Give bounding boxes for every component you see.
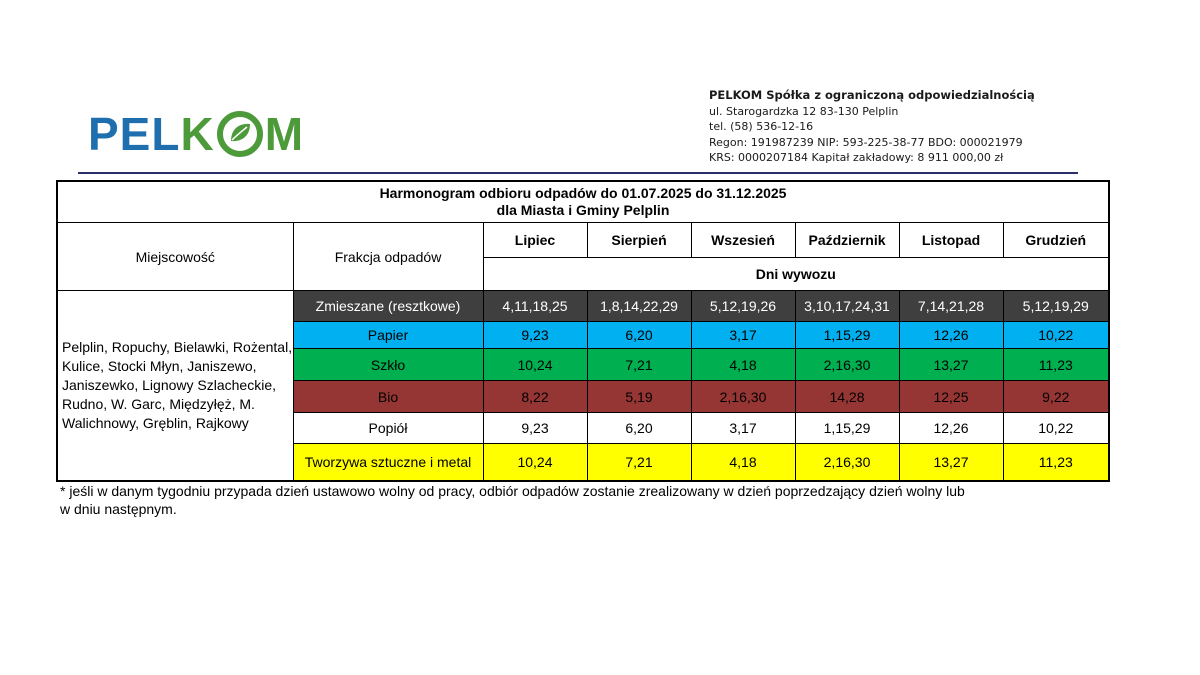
day-cell: 3,17	[691, 322, 795, 349]
fraction-label: Popiół	[293, 413, 483, 444]
day-cell: 7,21	[587, 349, 691, 381]
company-krs: KRS: 0000207184 Kapitał zakładowy: 8 911 000,00 zł	[709, 151, 1004, 164]
header-month: Lipiec	[483, 223, 587, 258]
day-cell: 13,27	[899, 444, 1003, 482]
locations-list: Pelplin, Ropuchy, Bielawki, Rożental, Kulice, Stocki Młyn, Janiszewo, Janiszewko, Lignowy Szlacheckie, Rudno, W. Garc, Międzyłęż, M. Walichnowy, Gręblin, Rajkowy	[57, 291, 293, 482]
day-cell: 2,16,30	[795, 444, 899, 482]
header-month: Grudzień	[1003, 223, 1109, 258]
day-cell: 1,15,29	[795, 413, 899, 444]
leaf-globe-icon	[217, 111, 263, 157]
day-cell: 3,17	[691, 413, 795, 444]
day-cell: 7,21	[587, 444, 691, 482]
table-title-line2: dla Miasta i Gminy Pelplin	[496, 202, 670, 218]
day-cell: 6,20	[587, 413, 691, 444]
day-cell: 12,26	[899, 322, 1003, 349]
header-days: Dni wywozu	[483, 258, 1109, 291]
header-divider	[78, 172, 1078, 174]
footnote	[60, 482, 1040, 518]
header-month: Sierpień	[587, 223, 691, 258]
day-cell: 11,23	[1003, 444, 1109, 482]
fraction-label: Zmieszane (resztkowe)	[293, 291, 483, 322]
logo-text-pel: PEL	[88, 108, 181, 160]
footnote-line1: * jeśli w danym tygodniu przypada dzień ustawowo wolny od pracy, odbiór odpadów zostanie zrealizowany w dzień poprzedzający dzień wolny lub	[60, 483, 965, 499]
day-cell: 1,15,29	[795, 322, 899, 349]
day-cell: 8,22	[483, 381, 587, 413]
fraction-label: Papier	[293, 322, 483, 349]
header-month: Wszesień	[691, 223, 795, 258]
day-cell: 10,24	[483, 444, 587, 482]
day-cell: 13,27	[899, 349, 1003, 381]
day-cell: 10,22	[1003, 413, 1109, 444]
header-month: Listopad	[899, 223, 1003, 258]
day-cell: 14,28	[795, 381, 899, 413]
header-location: Miejscowość	[57, 223, 293, 291]
day-cell: 9,22	[1003, 381, 1109, 413]
day-cell: 2,16,30	[691, 381, 795, 413]
logo-text-k: K	[180, 108, 215, 160]
day-cell: 6,20	[587, 322, 691, 349]
table-title	[57, 181, 1109, 223]
footnote-line2: w dniu następnym.	[60, 501, 177, 517]
fraction-label: Tworzywa sztuczne i metal	[293, 444, 483, 482]
company-logo	[88, 106, 304, 162]
collection-schedule-table	[56, 180, 1110, 482]
day-cell: 10,22	[1003, 322, 1109, 349]
day-cell: 4,11,18,25	[483, 291, 587, 322]
table-row	[57, 291, 1109, 322]
day-cell: 4,18	[691, 349, 795, 381]
company-phone: tel. (58) 536-12-16	[709, 120, 814, 133]
day-cell: 12,26	[899, 413, 1003, 444]
day-cell: 7,14,21,28	[899, 291, 1003, 322]
day-cell: 3,10,17,24,31	[795, 291, 899, 322]
day-cell: 5,19	[587, 381, 691, 413]
fraction-label: Bio	[293, 381, 483, 413]
day-cell: 10,24	[483, 349, 587, 381]
header-fraction: Frakcja odpadów	[293, 223, 483, 291]
company-info	[709, 88, 1035, 166]
header-month: Październik	[795, 223, 899, 258]
company-name: PELKOM Spółka z ograniczoną odpowiedzialnością	[709, 88, 1035, 102]
logo-text-m: M	[264, 108, 305, 160]
day-cell: 5,12,19,26	[691, 291, 795, 322]
day-cell: 4,18	[691, 444, 795, 482]
company-registry: Regon: 191987239 NIP: 593-225-38-77 BDO: 000021979	[709, 135, 1023, 149]
day-cell: 5,12,19,29	[1003, 291, 1109, 322]
day-cell: 1,8,14,22,29	[587, 291, 691, 322]
fraction-label: Szkło	[293, 349, 483, 381]
day-cell: 2,16,30	[795, 349, 899, 381]
day-cell: 11,23	[1003, 349, 1109, 381]
day-cell: 12,25	[899, 381, 1003, 413]
day-cell: 9,23	[483, 322, 587, 349]
table-title-line1: Harmonogram odbioru odpadów do 01.07.2025 do 31.12.2025	[379, 185, 787, 201]
company-address: ul. Starogardzka 12 83-130 Pelplin	[709, 104, 899, 118]
day-cell: 9,23	[483, 413, 587, 444]
